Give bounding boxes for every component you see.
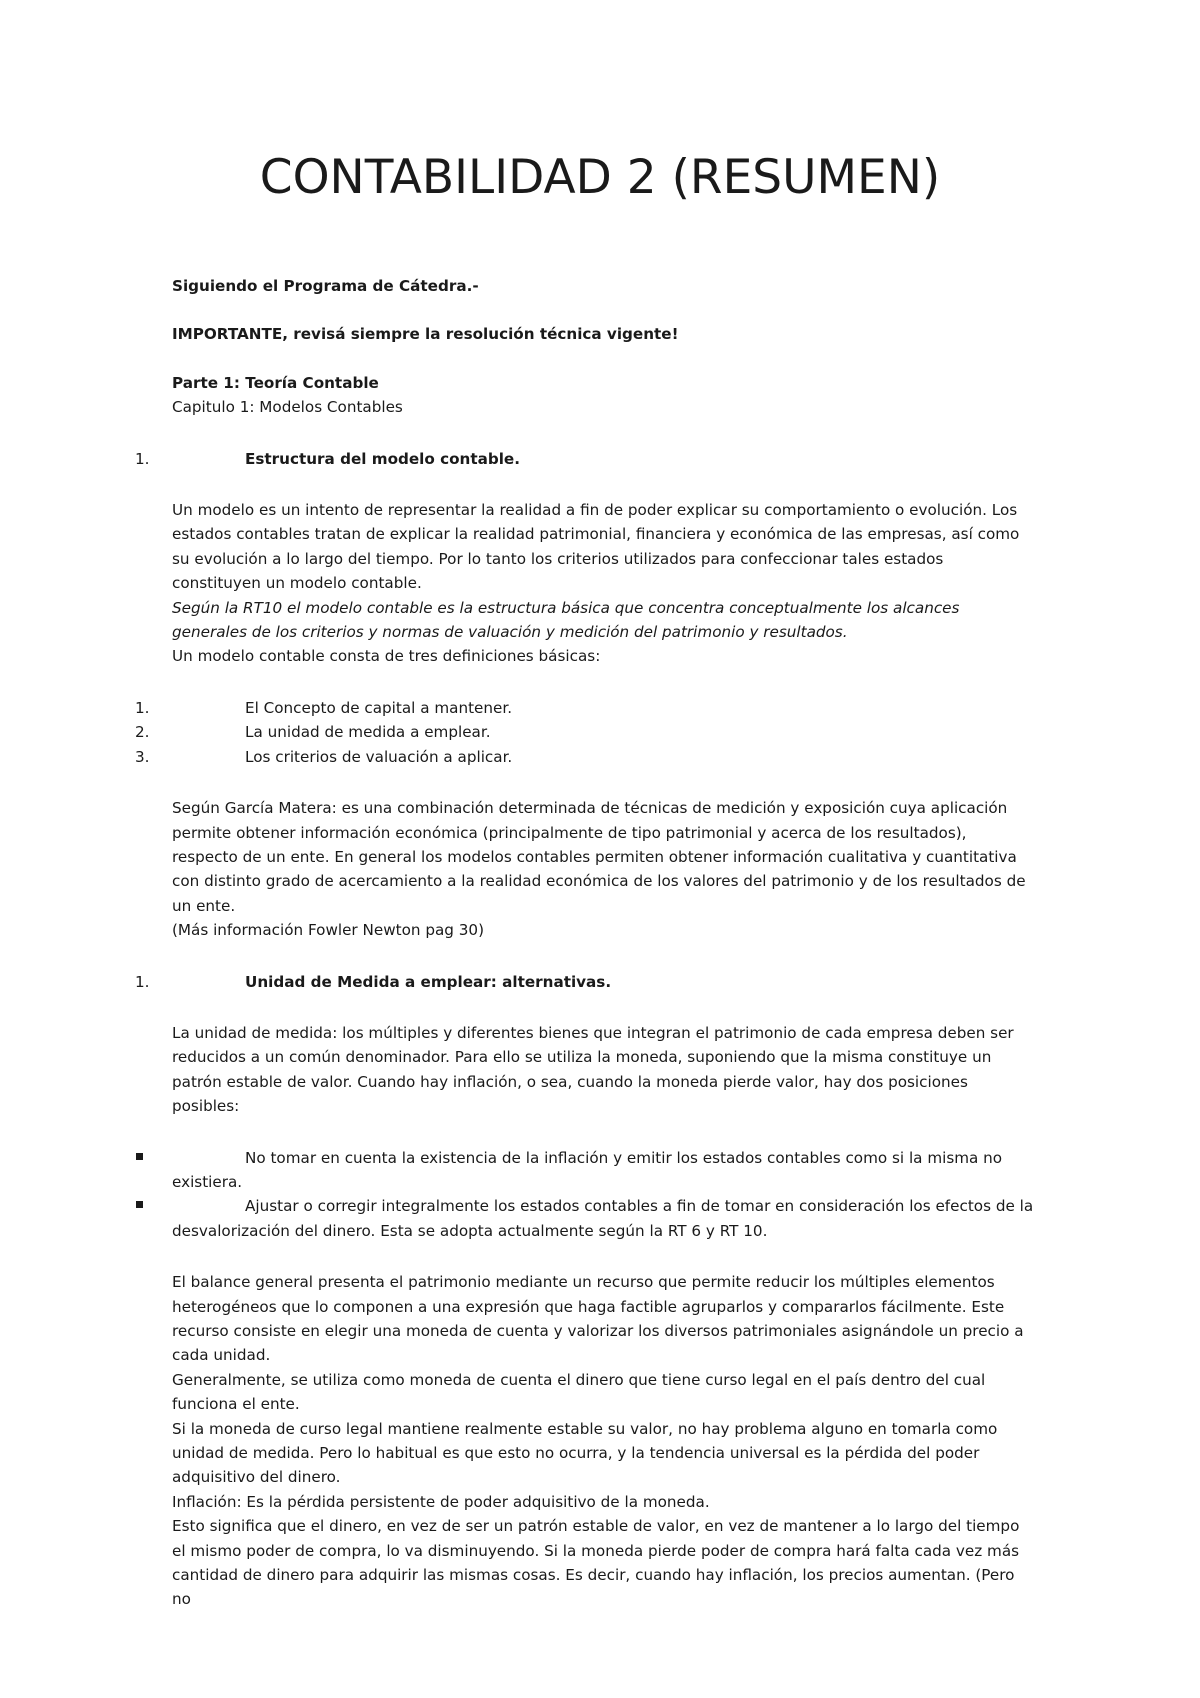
section2-heading-row bbox=[135, 970, 1036, 994]
bullet-text: No tomar en cuenta la existencia de la inflación y emitir los estados contables como si la misma no existiera. bbox=[172, 1148, 1003, 1191]
parte-heading: Parte 1: Teoría Contable bbox=[172, 373, 379, 392]
section2-number: 1. bbox=[135, 972, 150, 991]
list-number: 3. bbox=[135, 747, 150, 766]
section2-paragraph-2: El balance general presenta el patrimonio mediante un recurso que permite reducir los múltiples elementos heterogéneos que lo componen a una expresión que haga factible agruparlos y compararlos fácilmente. Este recurso consiste en elegir una moneda de cuenta y valorizar los diversos patrimoniales asignándole un precio a cada unidad. bbox=[172, 1273, 1024, 1365]
square-bullet-icon bbox=[136, 1153, 143, 1160]
section2-bullet-item bbox=[172, 1194, 1036, 1243]
section2-paragraph-6: Esto significa que el dinero, en vez de ser un patrón estable de valor, en vez de mantener a lo largo del tiempo el mismo poder de compra, lo va disminuyendo. Si la moneda pierde poder de compra hará falta cada vez más cantidad de dinero para adquirir las mismas cosas. Es decir, cuando hay inflación, los precios aumentan. (Pero no bbox=[172, 1517, 1020, 1609]
section1-paragraph-1: Un modelo es un intento de representar la realidad a fin de poder explicar su comportamiento o evolución. Los estados contables tratan de explicar la realidad patrimonial, financiera y económica de las empresas, así como su evolución a lo largo del tiempo. Por lo tanto los criterios utilizados para confeccionar tales estados constituyen un modelo contable. bbox=[172, 501, 1020, 593]
section2-paragraph-4: Si la moneda de curso legal mantiene realmente estable su valor, no hay problema alguno en tomarla como unidad de medida. Pero lo habitual es que esto no ocurra, y la tendencia universal es la pérdida del poder adquisitivo del dinero. bbox=[172, 1419, 998, 1487]
section1-heading: Estructura del modelo contable. bbox=[245, 449, 521, 468]
section2-bullet-item bbox=[172, 1146, 1036, 1195]
list-text: La unidad de medida a emplear. bbox=[245, 723, 491, 742]
section1-rt10-quote: Según la RT10 el modelo contable es la estructura básica que concentra conceptualmente los alcances generales de los criterios y normas de valuación y medición del patrimonio y resultados. bbox=[172, 598, 960, 642]
section1-reference: (Más información Fowler Newton pag 30) bbox=[172, 921, 484, 940]
document-title: CONTABILIDAD 2 (RESUMEN) bbox=[259, 150, 941, 205]
programa-line: Siguiendo el Programa de Cátedra.- bbox=[172, 277, 479, 295]
bullet-text: Ajustar o corregir integralmente los estados contables a fin de tomar en consideración los efectos de la desvalorización del dinero. Esta se adopta actualmente según la RT 6 y RT 10. bbox=[172, 1197, 1034, 1240]
list-number: 2. bbox=[135, 723, 150, 742]
section1-number: 1. bbox=[135, 449, 150, 468]
list-text: Los criterios de valuación a aplicar. bbox=[245, 747, 513, 766]
importante-line: IMPORTANTE, revisá siempre la resolución técnica vigente! bbox=[172, 325, 679, 344]
section1-paragraph-2: Un modelo contable consta de tres definiciones básicas: bbox=[172, 647, 601, 666]
section1-heading-row bbox=[135, 447, 1036, 471]
capitulo-line: Capitulo 1: Modelos Contables bbox=[172, 398, 403, 417]
section2-paragraph-5: Inflación: Es la pérdida persistente de poder adquisitivo de la moneda. bbox=[172, 1492, 710, 1511]
list-text: El Concepto de capital a mantener. bbox=[245, 698, 513, 717]
section2-heading: Unidad de Medida a emplear: alternativas. bbox=[245, 972, 612, 991]
section2-paragraph-1: La unidad de medida: los múltiples y diferentes bienes que integran el patrimonio de cada empresa deben ser reducidos a un común denominador. Para ello se utiliza la moneda, suponiendo que la misma constituye un patrón estable de valor. Cuando hay inflación, o sea, cuando la moneda pierde valor, hay dos posiciones posibles: bbox=[172, 1023, 1014, 1116]
list-number: 1. bbox=[135, 698, 150, 717]
section2-paragraph-3: Generalmente, se utiliza como moneda de cuenta el dinero que tiene curso legal en el país dentro del cual funciona el ente. bbox=[172, 1370, 986, 1414]
section1-list-item bbox=[135, 745, 1036, 769]
section1-list-item bbox=[135, 696, 1036, 720]
square-bullet-icon bbox=[136, 1201, 143, 1208]
section1-paragraph-3: Según García Matera: es una combinación determinada de técnicas de medición y exposición cuya aplicación permite obtener información económica (principalmente de tipo patrimonial y acerca de los resultados), respecto de un ente. En general los modelos contables permiten obtener información cualitativa y cuantitativa con distinto grado de acercamiento a la realidad económica de los valores del patrimonio y de los resultados de un ente. bbox=[172, 799, 1026, 915]
section1-list-item bbox=[135, 720, 1036, 744]
document-body bbox=[135, 274, 1036, 1612]
